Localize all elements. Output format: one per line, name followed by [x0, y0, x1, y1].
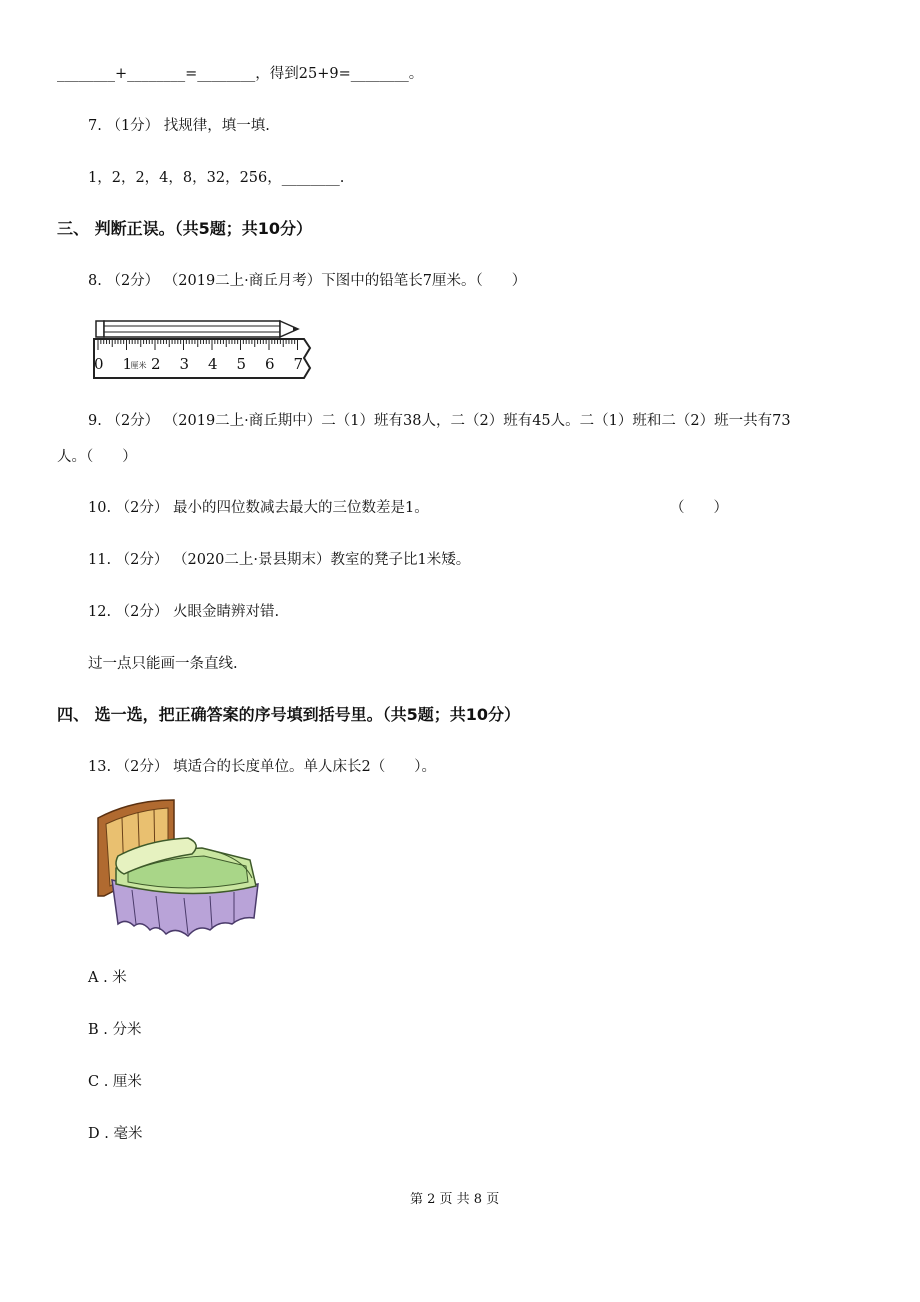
ruler-number: 2 — [151, 355, 161, 373]
page-footer: 第 2 页 共 8 页 — [410, 1192, 500, 1207]
pencil-image — [96, 321, 298, 337]
ruler-image — [94, 339, 310, 378]
bed-image — [92, 798, 264, 942]
ruler-unit-label: 厘米 — [130, 361, 147, 370]
section-4-heading: 四、 选一选，把正确答案的序号填到括号里。（共5题；共10分） — [57, 705, 520, 724]
question-9-line2: 人。（ ） — [57, 449, 137, 465]
answer-parentheses: （ ） — [670, 500, 728, 516]
question-11: 11. （2分） （2020二上·景县期末）教室的凳子比1米矮。 — [88, 552, 471, 568]
ruler-number: 5 — [236, 355, 247, 373]
option-b: B . 分米 — [88, 1022, 142, 1038]
ruler-number: 3 — [179, 355, 190, 373]
question-10: 10. （2分） 最小的四位数减去最大的三位数差是1。 — [88, 500, 429, 516]
ruler-number: 6 — [265, 355, 275, 373]
question-7-sequence: 1，2，2，4，8，32，256，________. — [88, 170, 345, 186]
ruler-number: 0 — [94, 355, 104, 373]
fill-blank-line: ________+________=________，得到25+9=________。 — [57, 66, 424, 82]
question-8: 8. （2分） （2019二上·商丘月考）下图中的铅笔长7厘米。（ ） — [88, 273, 527, 289]
ruler-number: 1 — [122, 355, 133, 373]
ruler-number: 7 — [293, 355, 304, 373]
section-3-heading: 三、 判断正误。（共5题；共10分） — [57, 219, 312, 238]
question-12: 12. （2分） 火眼金睛辨对错. — [88, 604, 280, 620]
option-c: C . 厘米 — [88, 1074, 142, 1090]
question-12-statement: 过一点只能画一条直线. — [88, 656, 238, 672]
pencil-ruler-figure — [90, 318, 314, 384]
option-a: A . 米 — [88, 970, 127, 986]
question-9-line1: 9. （2分） （2019二上·商丘期中）二（1）班有38人，二（2）班有45人。二（1）班和二（2）班一共有73 — [88, 413, 791, 429]
option-d: D . 毫米 — [88, 1126, 143, 1142]
question-7: 7. （1分） 找规律，填一填. — [88, 118, 270, 134]
ruler-number: 4 — [208, 355, 218, 373]
question-13: 13. （2分） 填适合的长度单位。单人床长2（ ）。 — [88, 759, 436, 775]
